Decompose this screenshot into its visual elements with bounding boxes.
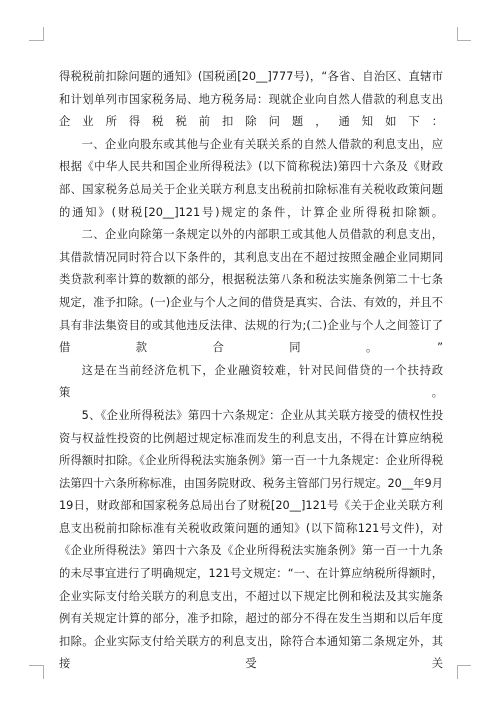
corner-mark-bottom-left-v bbox=[43, 665, 44, 679]
paragraph-4: 这是在当前经济危机下，企业融资较难，针对民间借贷的一个扶持政策。 bbox=[59, 363, 443, 400]
corner-mark-top-right-v bbox=[457, 27, 458, 41]
document-body bbox=[59, 66, 443, 676]
paragraph-1: 得税税前扣除问题的通知》(国税函[20__]777号)，“各省、自治区、直辖市和计划单列市国家税务局、地方税务局：现就企业向自然人借款的利息支出企业所得税税前扣除问题，通知如下： bbox=[59, 70, 443, 129]
corner-mark-bottom-left-h bbox=[29, 665, 43, 666]
corner-mark-bottom-right-v bbox=[457, 665, 458, 679]
corner-mark-top-left-v bbox=[43, 27, 44, 41]
corner-mark-top-right-h bbox=[457, 40, 471, 41]
paragraph-3: 二、企业向除第一条规定以外的内部职工或其他人员借款的利息支出，其借款情况同时符合以下条件的，其利息支出在不超过按照金融企业同期同类贷款利率计算的数额的部分，根据税法第八条和税法实施条例第二十七条规定，准予扣除。(一)企业与个人之间的借贷是真实、合法、有效的，并且不具有非法集资目的或其他违反法律、法规的行为;(二)企业与个人之间签订了借款合同。” bbox=[59, 228, 443, 355]
paragraph-5: 5、《企业所得税法》第四十六条规定：企业从其关联方接受的债权性投资与权益性投资的比例超过规定标准而发生的利息支出，不得在计算应纳税所得额时扣除。《企业所得税法实施条例》第一百一十九条规定：企业所得税法第四十六条所称标准，由国务院财政、税务主管部门另行规定。20__年9月19日，财政部和国家税务总局出台了财税[20__]121号《关于企业关联方利息支出税前扣除标准有关税收政策问题的通知》(以下简称121号文件)，对《企业所得税法》第四十六条及《企业所得税法实施条例》第一百一十九条的未尽事宜进行了明确规定，121号文规定：“一、在计算应纳税所得额时，企业实际支付给关联方的利息支出，不超过以下规定比例和税法及其实施条例有关规定计算的部分，准予扣除，超过的部分不得在发生当期和以后年度扣除。企业实际支付给关联方的利息支出，除符合本通知第二条规定外，其接受关 bbox=[59, 408, 443, 671]
corner-mark-bottom-right-h bbox=[457, 665, 471, 666]
paragraph-2: 一、企业向股东或其他与企业有关联关系的自然人借款的利息支出，应根据《中华人民共和国企业所得税法》(以下简称税法)第四十六条及《财政部、国家税务总局关于企业关联方利息支出税前扣除标准有关税收政策问题的通知》(财税[20__]121号)规定的条件，计算企业所得税扣除额。 bbox=[59, 137, 443, 219]
corner-mark-top-left-h bbox=[29, 40, 43, 41]
